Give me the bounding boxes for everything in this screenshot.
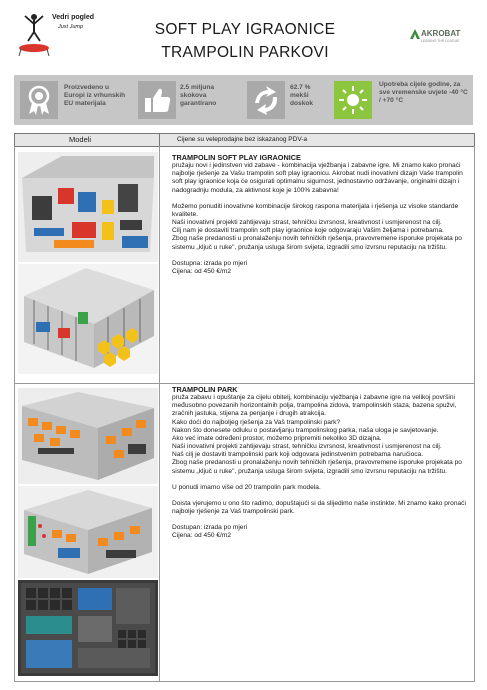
feature-text: Upotreba cijele godine, za sve vremenske uvjete -40 °C / +70 °C xyxy=(379,81,468,105)
recycle-icon xyxy=(247,81,285,119)
availability-text: Dostupna: izrada po mjeri xyxy=(172,259,248,267)
akrobat-tagline: LEADING THE LEAGUE xyxy=(421,39,460,43)
trampoline-park-render-2 xyxy=(18,486,158,578)
availability-text: Dostupan: izrada po mjeri xyxy=(172,524,248,532)
paragraph: Kako doći do najboljeg rješenja za Vaš trampolinski park? xyxy=(172,418,341,426)
section-heading: TRAMPOLIN SOFT PLAY IGRAONICE xyxy=(172,153,301,162)
models-column-header: Modeli xyxy=(69,135,92,144)
section-trampoline-park xyxy=(172,386,472,541)
title-line-1: SOFT PLAY IGRAONICE xyxy=(154,21,336,38)
weather-icon xyxy=(334,81,372,119)
akrobat-wordmark: AKROBAT xyxy=(421,29,461,38)
feature-jumps-guaranteed xyxy=(132,75,244,125)
feature-text: 62.7 % mekši doskok xyxy=(290,84,314,108)
paragraph: pruža zabavu i opuštanje za cijelu obitelj, kombinaciju vježbanja i zabavne igre na velikoj površini međusobno povezanih horizontalnih polja, trampolina zidova, trampolinskih staza, bazena spužvi, zračnih jastuka, stijena za penjanje i drugih atrakcija. xyxy=(172,394,457,418)
trampoline-park-render-1 xyxy=(18,388,158,484)
prices-column-header: Cijene su veleprodajne bez iskazanog PDV-a xyxy=(177,135,308,143)
paragraph: Možemo ponuditi inovativne kombinacije širokog raspona materijala i rješenja uz visoke standarde kvalitete. xyxy=(172,202,459,218)
price-text: Cijena: od 450 €/m2 xyxy=(172,267,232,275)
feature-text: Proizvedeno u Europi iz vrhunskih EU materijala xyxy=(64,84,126,108)
paragraph: Naši inovativni projekti zahtijevaju strast, tehničku izvrsnost, kreativnost i usmjerenost na cilj. xyxy=(172,219,442,227)
features-band xyxy=(14,75,473,125)
vedri-pogled-logo xyxy=(14,10,134,60)
title-line-2: TRAMPOLIN PARKOVI xyxy=(161,44,329,61)
paragraph: U ponudi imamo više od 20 trampolin park modela. xyxy=(172,483,321,491)
akrobat-mark-icon xyxy=(410,29,420,39)
paragraph: pružaju novi i jedinstven vid zabave - kombinacija vježbanja i zabavne igre. Mi znamo kako pronaći najbolje rješenje za Vašu trampolin soft play igraonicu. Akrobat nudi inovativni dizajn Vaše trampolin soft play igraonice koja će osigurati optimalnu sigurnost, jednostavno održavanje, originalni dizajn i nadogradnju modula, za aktivnost koje je 100% zabavna! xyxy=(172,162,463,194)
thumbs-up-icon xyxy=(138,81,176,119)
paragraph: Ako već imate određeni prostor, možemo pripremiti nekoliko 3D dizajna. xyxy=(172,434,382,442)
paragraph: Cilj nam je dostaviti trampolin soft play igraonice koje odgovaraju Vašim željama i potrebama. xyxy=(172,227,444,235)
logo-left-line1: Vedri pogled xyxy=(52,14,95,21)
paragraph: Doista vjerujemo u ono što radimo, dopuštajući si da slijedimo naše instinkte. Mi znamo kako pronaći najbolje rješenje za Vaš trampolinski park. xyxy=(172,499,466,516)
trampoline-jumper-icon xyxy=(14,10,54,58)
page-title xyxy=(120,18,370,64)
paragraph: Nakon što donesete odluku o postavljanju trampolinskog parka, naša uloga je savjetovanje. xyxy=(172,426,439,434)
feature-soft-landing xyxy=(244,75,330,125)
akrobat-logo xyxy=(410,28,470,48)
price-text: Cijena: od 450 €/m2 xyxy=(172,532,232,540)
paragraph: Naš cilj je dostaviti trampolinski park koji odgovara jedinstvenim potrebama naručioca. xyxy=(172,451,424,459)
soft-play-render-2 xyxy=(18,264,158,374)
column-divider xyxy=(159,146,160,681)
medal-icon xyxy=(20,81,58,119)
soft-play-render-1 xyxy=(18,152,158,262)
feature-text: 2.5 miljuna skokova garantirano xyxy=(180,84,217,108)
feature-eu-materials xyxy=(14,75,132,125)
paragraph: Zbog naše predanosti u pronalaženju novih tehničkih rješenja, pravovremene isporuke projekata po sistemu „ključ u ruke", pružanja usluga širom svijeta, izgradili smo izvrsnu reputaciju na tržištu. xyxy=(172,459,462,475)
paragraph: Zbog naše predanosti u pronalaženju novih tehničkih rješenja, pravovremene isporuke projekata po sistemu „ključ u ruke", pružanja usluga širom svijeta, izgradili smo izvrsnu reputaciju na tržištu. xyxy=(172,235,462,251)
logo-left-line2: Just Jump xyxy=(58,24,84,30)
feature-all-weather xyxy=(330,75,473,125)
paragraph: Naši inovativni projekti zahtijevaju strast, tehničku izvrsnost, kreativnost i usmjerenost na cilj. xyxy=(172,443,442,451)
section-soft-play xyxy=(172,154,472,276)
table-header xyxy=(14,133,475,147)
section-heading: TRAMPOLIN PARK xyxy=(172,385,238,394)
trampoline-park-floorplan xyxy=(18,580,158,676)
row-divider xyxy=(14,383,475,384)
